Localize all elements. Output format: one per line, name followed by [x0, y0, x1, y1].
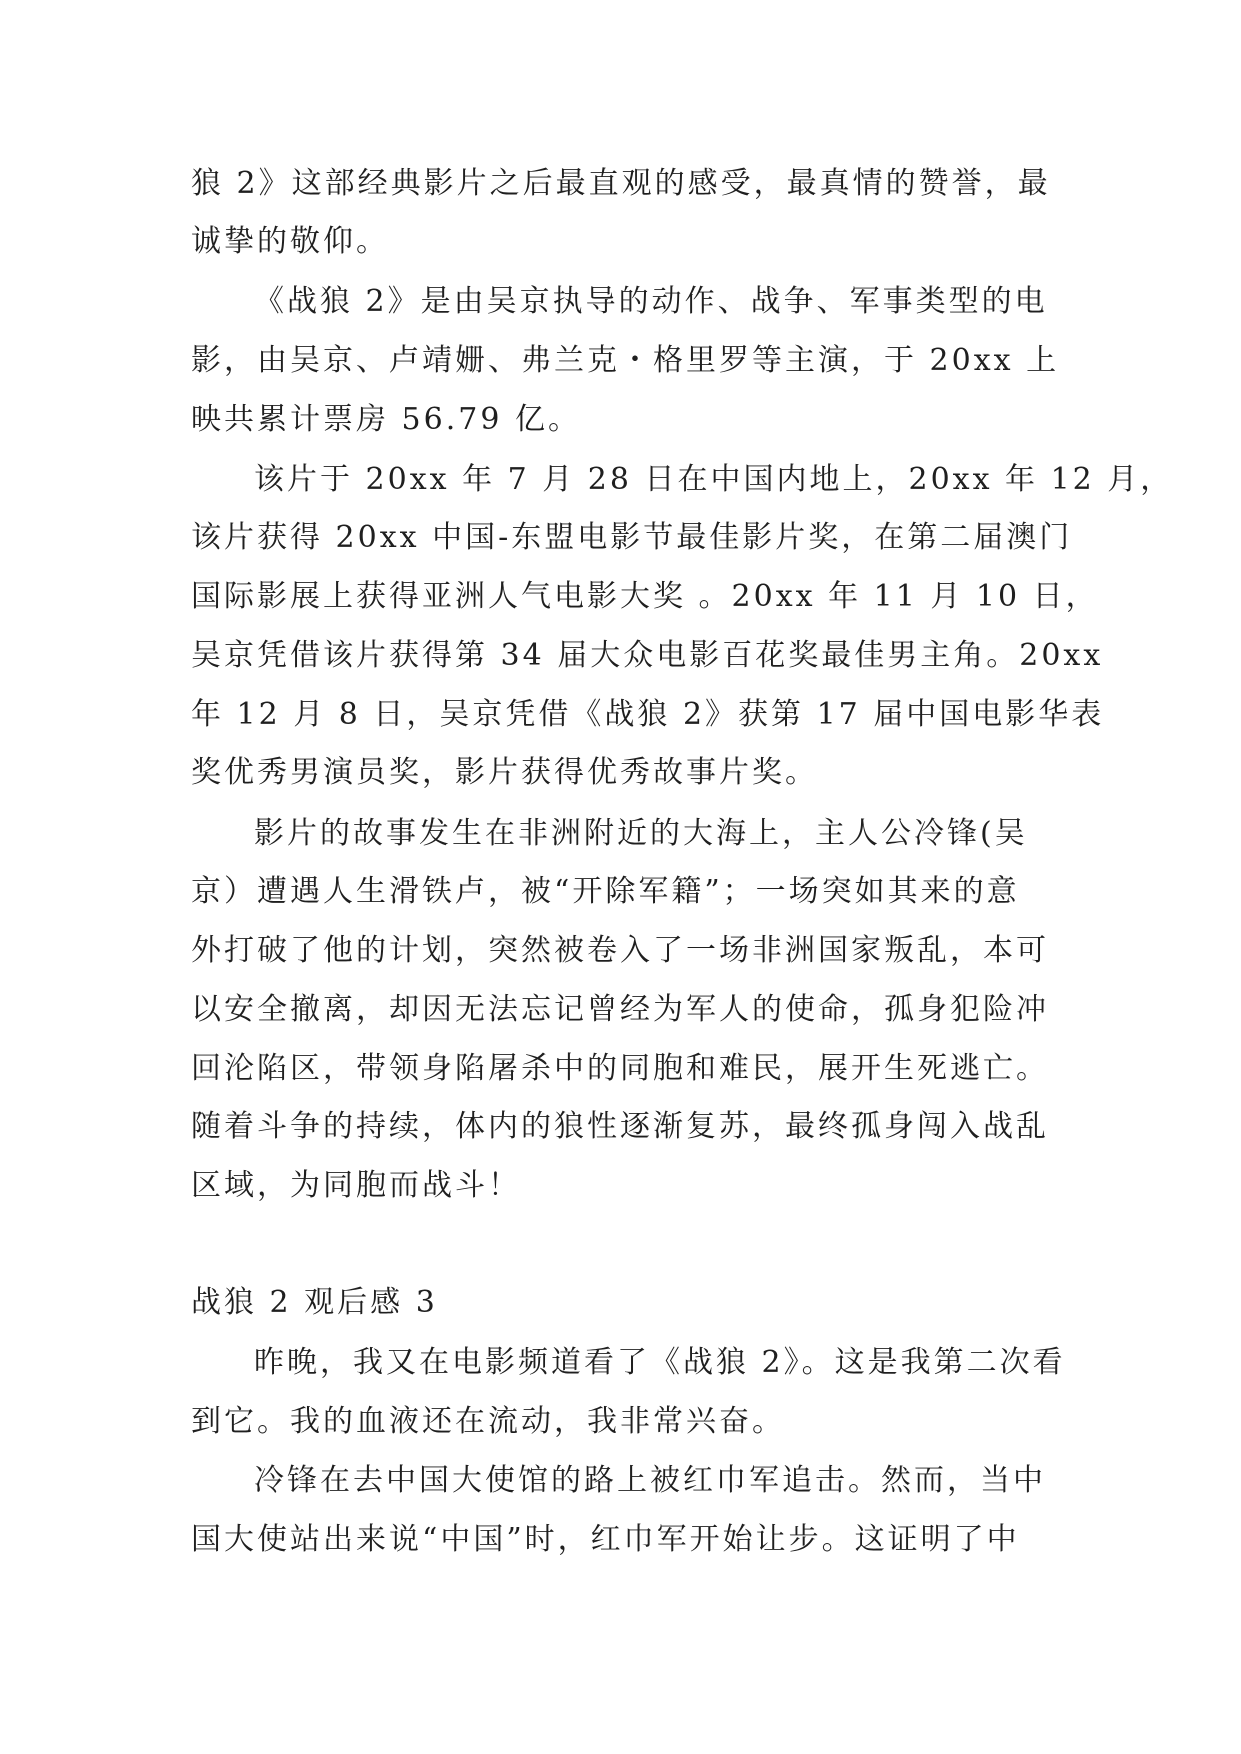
section-paragraph-1-line-2: 到它。我的血液还在流动，我非常兴奋。 [191, 1404, 785, 1439]
paragraph-4-line-6: 随着斗争的持续，体内的狼性逐渐复苏，最终孤身闯入战乱 [191, 1109, 1049, 1144]
paragraph-4-line-5: 回沦陷区，带领身陷屠杀中的同胞和难民，展开生死逃亡。 [191, 1051, 1049, 1086]
paragraph-3-line-6: 奖优秀男演员奖，影片获得优秀故事片奖。 [191, 755, 818, 790]
section-paragraph-2-line-1: 冷锋在去中国大使馆的路上被红巾军追击。然而，当中 [254, 1463, 1046, 1498]
paragraph-2-line-2: 影，由吴京、卢靖姗、弗兰克・格里罗等主演，于 20xx 上 [191, 343, 1060, 378]
paragraph-3-line-5: 年 12 月 8 日，吴京凭借《战狼 2》获第 17 届中国电影华表 [191, 697, 1105, 732]
paragraph-4-line-1: 影片的故事发生在非洲附近的大海上，主人公冷锋(吴 [254, 816, 1028, 851]
section-paragraph-2-line-2: 国大使站出来说“中国”时，红巾军开始让步。这证明了中 [191, 1522, 1020, 1557]
paragraph-4-line-7: 区域，为同胞而战斗！ [191, 1168, 521, 1203]
paragraph-4-line-4: 以安全撤离，却因无法忘记曾经为军人的使命，孤身犯险冲 [191, 992, 1049, 1027]
paragraph-3-line-4: 吴京凭借该片获得第 34 届大众电影百花奖最佳男主角。20xx [191, 638, 1104, 673]
paragraph-4-line-3: 外打破了他的计划，突然被卷入了一场非洲国家叛乱，本可 [191, 933, 1049, 968]
paragraph-1-line-1: 狼 2》这部经典影片之后最直观的感受，最真情的赞誉，最 [191, 166, 1051, 201]
paragraph-1-line-2: 诚挚的敬仰。 [191, 224, 389, 259]
paragraph-3-line-3: 国际影展上获得亚洲人气电影大奖 。20xx 年 11 月 10 日， [191, 579, 1099, 614]
section-paragraph-1-line-1: 昨晚，我又在电影频道看了《战狼 2》。这是我第二次看 [254, 1345, 1066, 1380]
paragraph-3-line-2: 该片获得 20xx 中国-东盟电影节最佳影片奖，在第二届澳门 [191, 520, 1073, 555]
paragraph-2-line-1: 《战狼 2》是由吴京执导的动作、战争、军事类型的电 [254, 284, 1048, 319]
section-heading: 战狼 2 观后感 3 [191, 1285, 438, 1320]
paragraph-2-line-3: 映共累计票房 56.79 亿。 [191, 402, 581, 437]
paragraph-3-line-1: 该片于 20xx 年 7 月 28 日在中国内地上，20xx 年 12 月， [254, 462, 1174, 497]
paragraph-4-line-2: 京）遭遇人生滑铁卢，被“开除军籍”；一场突如其来的意 [191, 874, 1020, 909]
